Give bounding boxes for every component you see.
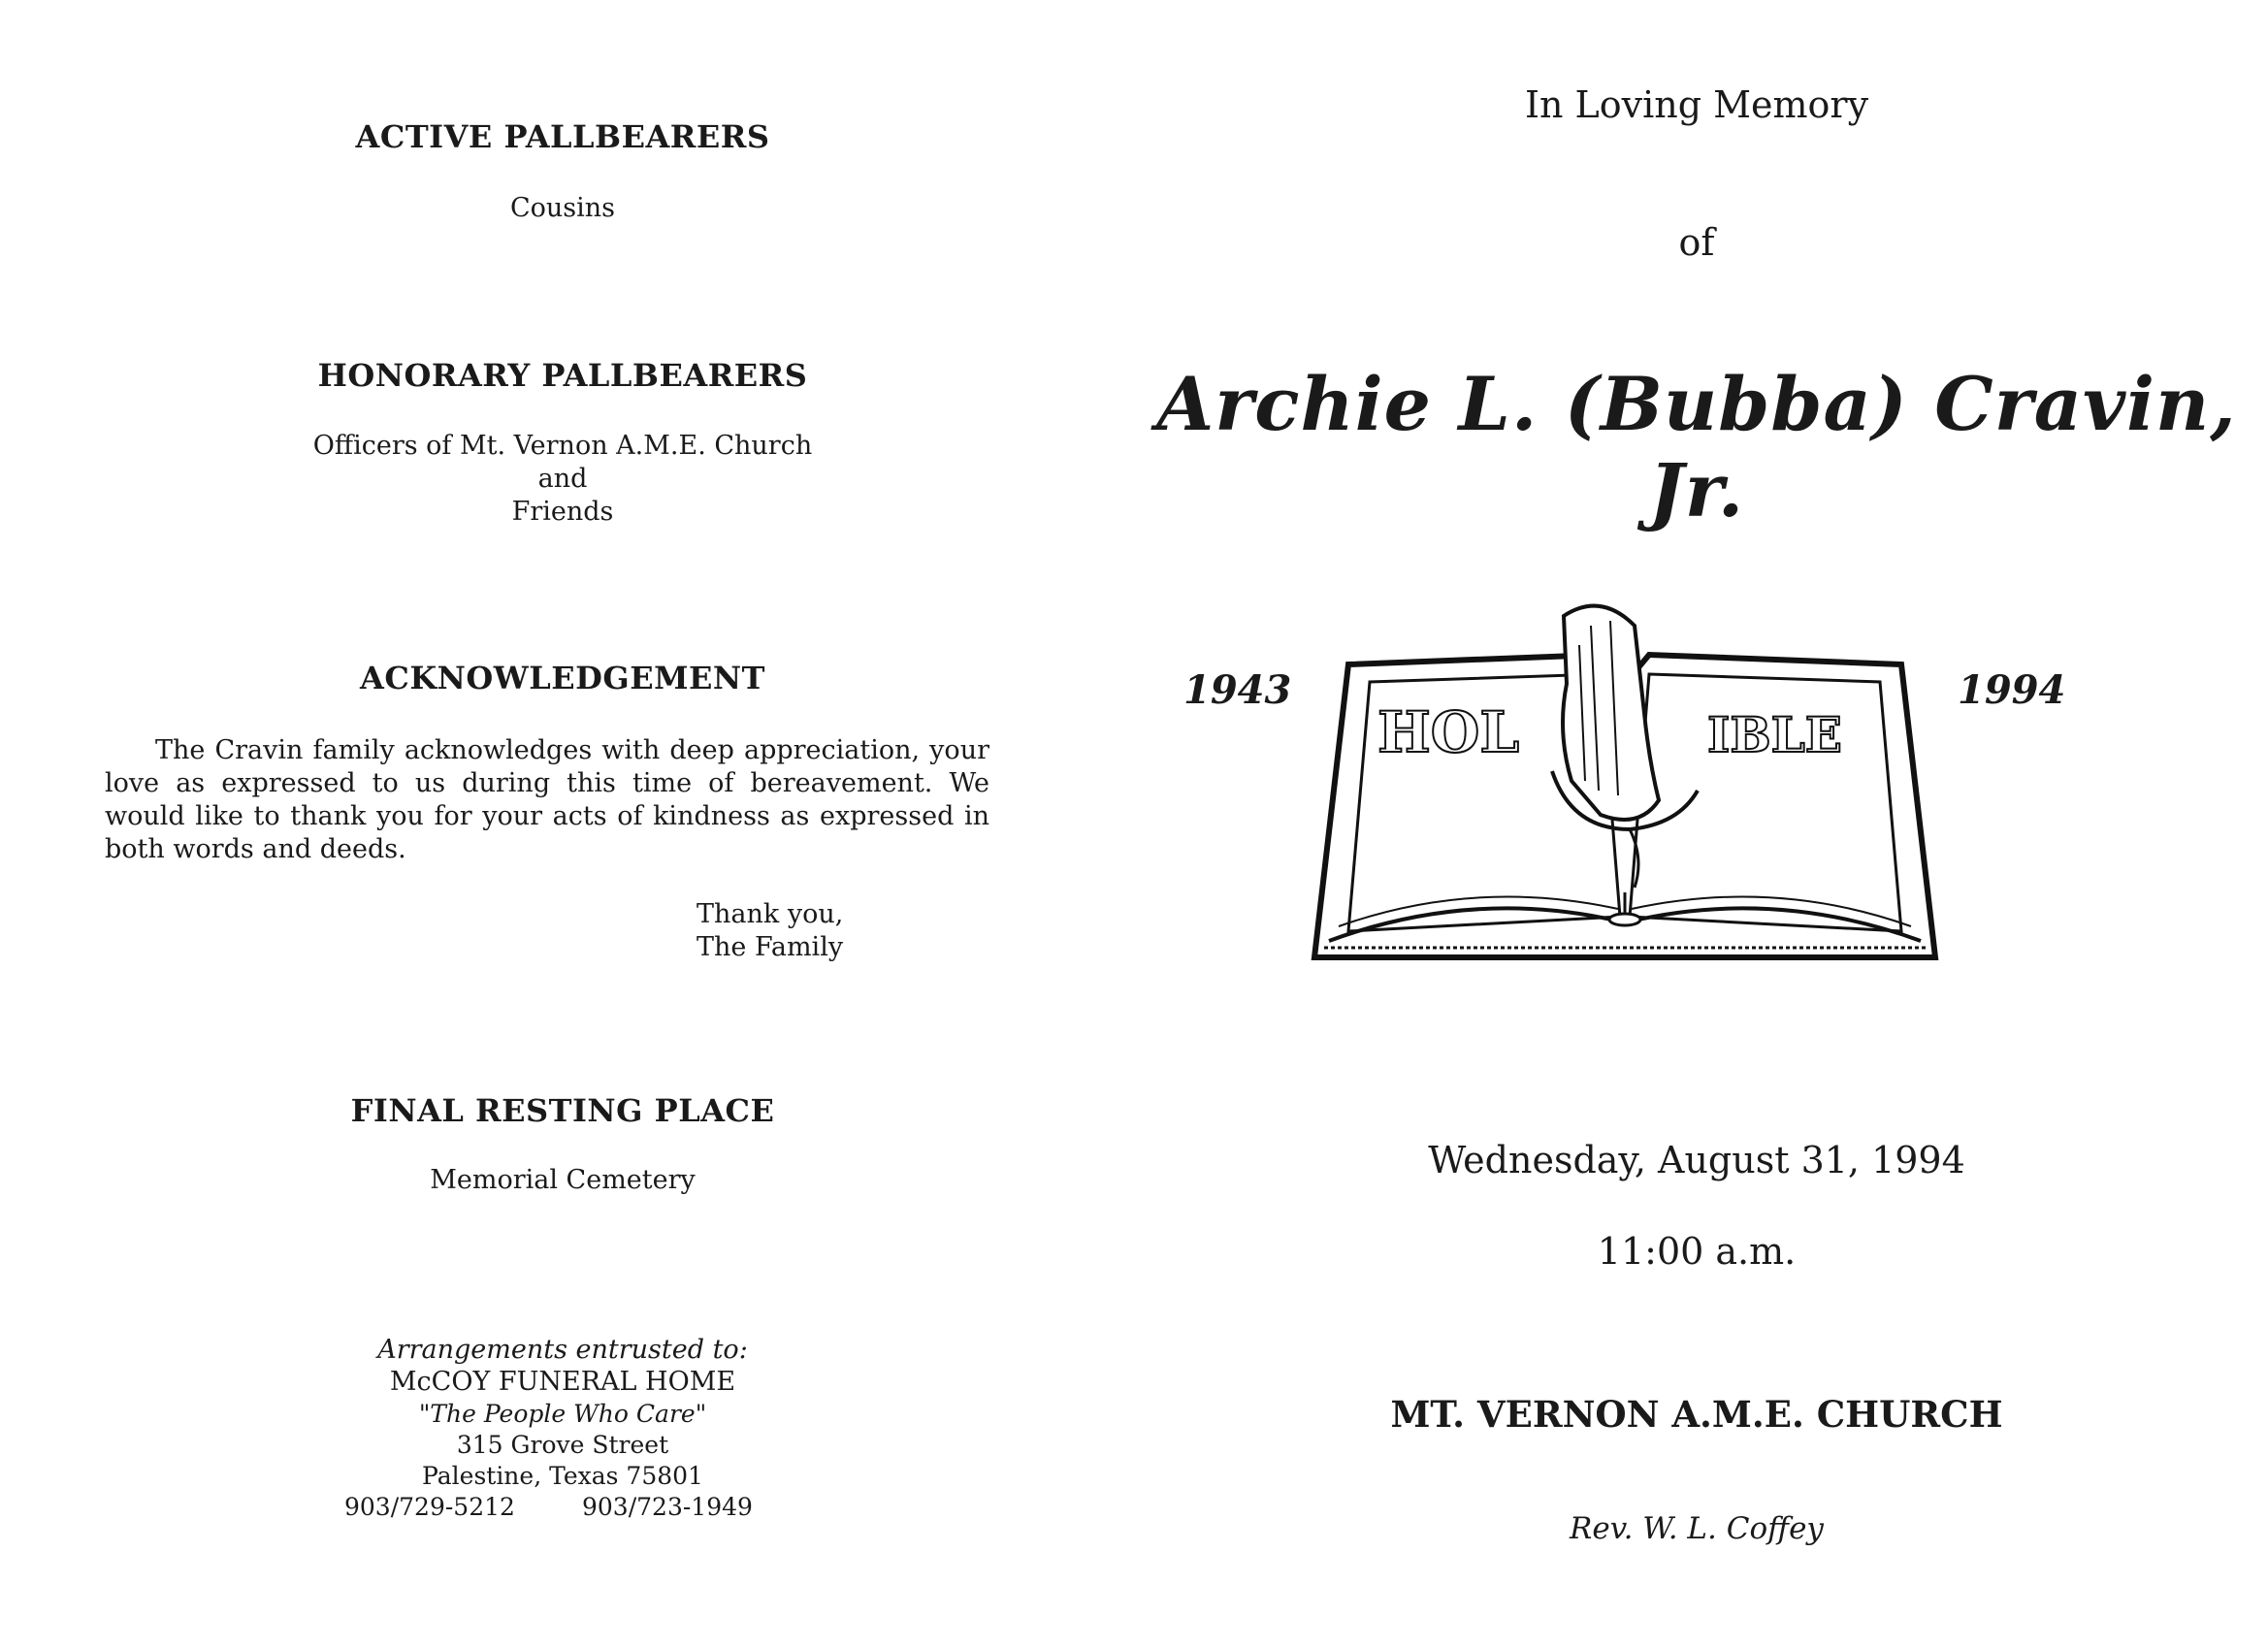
right-panel [1125,0,2268,1649]
birth-year: 1943 [1183,667,1292,713]
honorary-pallbearers-line-2: and [537,464,588,494]
service-time: 11:00 a.m. [1597,1230,1797,1273]
honorary-pallbearers-line-1: Officers of Mt. Vernon A.M.E. Church [312,431,813,461]
funeral-home-name: McCOY FUNERAL HOME [389,1367,736,1397]
bible-lettering-left: HOL [1377,699,1520,765]
left-panel [0,0,1125,1649]
of-text: of [1678,221,1715,264]
funeral-home-city: Palestine, Texas 75801 [422,1462,703,1490]
officiant: Rev. W. L. Coffey [1570,1511,1824,1546]
in-loving-memory: In Loving Memory [1524,83,1869,126]
funeral-home-slogan: "The People Who Care" [418,1400,707,1428]
funeral-home-phone-1: 903/729-5212 [344,1493,515,1521]
church-name: MT. VERNON A.M.E. CHURCH [1390,1393,2003,1436]
funeral-home-phone-2: 903/723-1949 [582,1493,753,1521]
acknowledgement-body: The Cravin family acknowledges with deep appreciation, your love as expressed to us during this time of bereavement. We would like to thank you for your acts of kindness as expressed in both words and deeds. [105,735,989,864]
honorary-pallbearers-line-3: Friends [511,497,614,527]
bible-lettering-right: IBLE [1707,706,1842,763]
acknowledgement-heading: ACKNOWLEDGEMENT [360,660,765,696]
death-year: 1994 [1958,667,2066,713]
final-resting-place-heading: FINAL RESTING PLACE [350,1092,775,1129]
active-pallbearers-heading: ACTIVE PALLBEARERS [355,118,770,155]
funeral-home-street: 315 Grove Street [456,1431,669,1459]
honorary-pallbearers-heading: HONORARY PALLBEARERS [317,357,808,394]
service-date: Wednesday, August 31, 1994 [1428,1139,1965,1181]
deceased-name: Archie L. (Bubba) Cravin, Jr. [1156,361,2237,534]
closing-line-2: The Family [697,932,844,962]
final-resting-place-text: Memorial Cemetery [430,1165,696,1195]
active-pallbearers-text: Cousins [509,193,616,223]
arrangements-intro: Arrangements entrusted to: [377,1335,748,1365]
acknowledgement-closing [697,898,843,964]
closing-line-1: Thank you, [697,899,844,929]
holy-bible-praying-hands-icon [1310,597,1940,975]
